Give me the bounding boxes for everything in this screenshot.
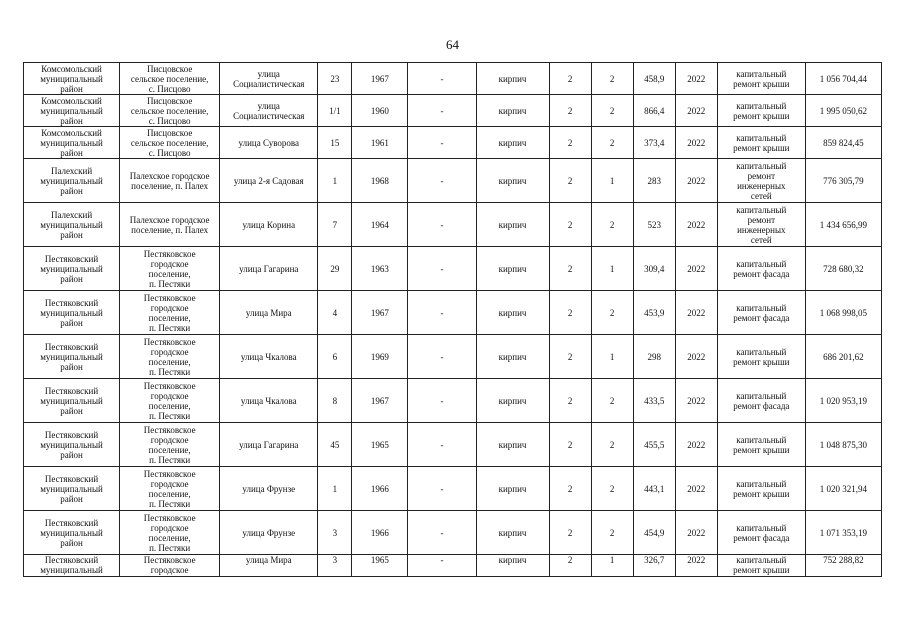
street-cell: улица 2-я Садовая	[220, 159, 318, 203]
area-cell: 453,9	[633, 291, 675, 335]
plan-year-cell: 2022	[675, 335, 717, 379]
page-number: 64	[446, 37, 459, 52]
cost-cell: 1 068 998,05	[805, 291, 881, 335]
area-cell: 298	[633, 335, 675, 379]
work-type-cell: капитальный ремонт фасада	[717, 247, 805, 291]
floors-cell: 2	[549, 247, 591, 291]
floors-cell: 2	[549, 127, 591, 159]
table-row	[24, 127, 882, 159]
dash-cell: -	[408, 467, 476, 511]
year-built-cell: 1969	[352, 335, 408, 379]
entrances-cell: 2	[591, 127, 633, 159]
entrances-cell: 1	[591, 555, 633, 577]
house-number-cell: 3	[318, 511, 352, 555]
cost-cell: 1 434 656,99	[805, 203, 881, 247]
wall-material-cell: кирпич	[476, 291, 549, 335]
dash-cell: -	[408, 423, 476, 467]
floors-cell: 2	[549, 203, 591, 247]
wall-material-cell: кирпич	[476, 159, 549, 203]
plan-year-cell: 2022	[675, 203, 717, 247]
settlement-cell: Пестяковское городское поселение, п. Пестяки	[120, 247, 220, 291]
settlement-cell: Писцовское сельское поселение, с. Писцово	[120, 95, 220, 127]
house-number-cell: 6	[318, 335, 352, 379]
work-type-cell: капитальный ремонт крыши	[717, 423, 805, 467]
table-row	[24, 511, 882, 555]
floors-cell: 2	[549, 423, 591, 467]
work-type-cell: капитальный ремонт крыши	[717, 467, 805, 511]
work-type-cell: капитальный ремонт крыши	[717, 555, 805, 577]
dash-cell: -	[408, 63, 476, 95]
cost-cell: 686 201,62	[805, 335, 881, 379]
plan-year-cell: 2022	[675, 467, 717, 511]
table-body	[24, 63, 882, 577]
year-built-cell: 1961	[352, 127, 408, 159]
work-type-cell: капитальный ремонт фасада	[717, 511, 805, 555]
plan-year-cell: 2022	[675, 159, 717, 203]
year-built-cell: 1967	[352, 291, 408, 335]
settlement-cell: Палехское городское поселение, п. Палех	[120, 159, 220, 203]
house-number-cell: 45	[318, 423, 352, 467]
area-cell: 309,4	[633, 247, 675, 291]
work-type-cell: капитальный ремонт крыши	[717, 95, 805, 127]
floors-cell: 2	[549, 291, 591, 335]
work-type-cell: капитальный ремонт крыши	[717, 335, 805, 379]
dash-cell: -	[408, 203, 476, 247]
entrances-cell: 2	[591, 423, 633, 467]
settlement-cell: Пестяковское городское поселение, п. Пестяки	[120, 291, 220, 335]
house-number-cell: 1	[318, 467, 352, 511]
district-cell: Палехский муниципальный район	[24, 203, 120, 247]
floors-cell: 2	[549, 555, 591, 577]
plan-year-cell: 2022	[675, 291, 717, 335]
dash-cell: -	[408, 247, 476, 291]
wall-material-cell: кирпич	[476, 467, 549, 511]
settlement-cell: Пестяковское городское поселение, п. Пестяки	[120, 511, 220, 555]
plan-year-cell: 2022	[675, 127, 717, 159]
district-cell: Пестяковский муниципальный район	[24, 335, 120, 379]
settlement-cell: Палехское городское поселение, п. Палех	[120, 203, 220, 247]
dash-cell: -	[408, 511, 476, 555]
year-built-cell: 1963	[352, 247, 408, 291]
street-cell: улица Суворова	[220, 127, 318, 159]
house-number-cell: 7	[318, 203, 352, 247]
district-cell: Пестяковский муниципальный	[24, 555, 120, 577]
floors-cell: 2	[549, 63, 591, 95]
settlement-cell: Пестяковское городское поселение, п. Пестяки	[120, 423, 220, 467]
street-cell: улица Фрунзе	[220, 467, 318, 511]
wall-material-cell: кирпич	[476, 335, 549, 379]
district-cell: Пестяковский муниципальный район	[24, 247, 120, 291]
house-number-cell: 1/1	[318, 95, 352, 127]
area-cell: 458,9	[633, 63, 675, 95]
area-cell: 373,4	[633, 127, 675, 159]
floors-cell: 2	[549, 511, 591, 555]
wall-material-cell: кирпич	[476, 555, 549, 577]
settlement-cell: Пестяковское городское поселение, п. Пестяки	[120, 379, 220, 423]
dash-cell: -	[408, 95, 476, 127]
street-cell: улица Социалистическая	[220, 63, 318, 95]
area-cell: 443,1	[633, 467, 675, 511]
street-cell: улица Гагарина	[220, 423, 318, 467]
wall-material-cell: кирпич	[476, 203, 549, 247]
floors-cell: 2	[549, 95, 591, 127]
area-cell: 283	[633, 159, 675, 203]
entrances-cell: 2	[591, 467, 633, 511]
cost-cell: 1 020 321,94	[805, 467, 881, 511]
dash-cell: -	[408, 335, 476, 379]
area-cell: 326,7	[633, 555, 675, 577]
entrances-cell: 2	[591, 291, 633, 335]
year-built-cell: 1960	[352, 95, 408, 127]
table-row	[24, 247, 882, 291]
table-row	[24, 203, 882, 247]
dash-cell: -	[408, 291, 476, 335]
year-built-cell: 1965	[352, 555, 408, 577]
district-cell: Комсомольский муниципальный район	[24, 127, 120, 159]
table-row	[24, 467, 882, 511]
entrances-cell: 2	[591, 63, 633, 95]
settlement-cell: Пестяковское городское поселение, п. Пестяки	[120, 467, 220, 511]
wall-material-cell: кирпич	[476, 63, 549, 95]
table-row	[24, 63, 882, 95]
settlement-cell: Писцовское сельское поселение, с. Писцово	[120, 63, 220, 95]
settlement-cell: Писцовское сельское поселение, с. Писцово	[120, 127, 220, 159]
street-cell: улица Чкалова	[220, 379, 318, 423]
year-built-cell: 1966	[352, 467, 408, 511]
housing-repair-table	[23, 62, 882, 577]
wall-material-cell: кирпич	[476, 247, 549, 291]
area-cell: 433,5	[633, 379, 675, 423]
year-built-cell: 1964	[352, 203, 408, 247]
dash-cell: -	[408, 555, 476, 577]
wall-material-cell: кирпич	[476, 95, 549, 127]
dash-cell: -	[408, 379, 476, 423]
district-cell: Комсомольский муниципальный район	[24, 95, 120, 127]
plan-year-cell: 2022	[675, 423, 717, 467]
settlement-cell: Пестяковское городское поселение, п. Пестяки	[120, 335, 220, 379]
house-number-cell: 29	[318, 247, 352, 291]
entrances-cell: 1	[591, 159, 633, 203]
district-cell: Пестяковский муниципальный район	[24, 423, 120, 467]
work-type-cell: капитальный ремонт инженерных сетей	[717, 159, 805, 203]
plan-year-cell: 2022	[675, 555, 717, 577]
year-built-cell: 1968	[352, 159, 408, 203]
entrances-cell: 1	[591, 247, 633, 291]
wall-material-cell: кирпич	[476, 379, 549, 423]
district-cell: Палехский муниципальный район	[24, 159, 120, 203]
cost-cell: 728 680,32	[805, 247, 881, 291]
cost-cell: 1 056 704,44	[805, 63, 881, 95]
street-cell: улица Фрунзе	[220, 511, 318, 555]
cost-cell: 1 995 050,62	[805, 95, 881, 127]
table-row	[24, 555, 882, 577]
table-row	[24, 291, 882, 335]
district-cell: Комсомольский муниципальный район	[24, 63, 120, 95]
street-cell: улица Гагарина	[220, 247, 318, 291]
plan-year-cell: 2022	[675, 63, 717, 95]
cost-cell: 1 048 875,30	[805, 423, 881, 467]
entrances-cell: 2	[591, 95, 633, 127]
street-cell: улица Мира	[220, 555, 318, 577]
area-cell: 523	[633, 203, 675, 247]
plan-year-cell: 2022	[675, 379, 717, 423]
work-type-cell: капитальный ремонт фасада	[717, 291, 805, 335]
entrances-cell: 2	[591, 511, 633, 555]
street-cell: улица Корина	[220, 203, 318, 247]
table-row	[24, 423, 882, 467]
cost-cell: 1 020 953,19	[805, 379, 881, 423]
table-row	[24, 335, 882, 379]
entrances-cell: 2	[591, 203, 633, 247]
district-cell: Пестяковский муниципальный район	[24, 291, 120, 335]
work-type-cell: капитальный ремонт инженерных сетей	[717, 203, 805, 247]
dash-cell: -	[408, 127, 476, 159]
entrances-cell: 1	[591, 335, 633, 379]
floors-cell: 2	[549, 335, 591, 379]
street-cell: улица Социалистическая	[220, 95, 318, 127]
area-cell: 454,9	[633, 511, 675, 555]
house-number-cell: 23	[318, 63, 352, 95]
year-built-cell: 1966	[352, 511, 408, 555]
floors-cell: 2	[549, 379, 591, 423]
table-row	[24, 159, 882, 203]
plan-year-cell: 2022	[675, 95, 717, 127]
wall-material-cell: кирпич	[476, 423, 549, 467]
work-type-cell: капитальный ремонт фасада	[717, 379, 805, 423]
house-number-cell: 1	[318, 159, 352, 203]
cost-cell: 1 071 353,19	[805, 511, 881, 555]
district-cell: Пестяковский муниципальный район	[24, 467, 120, 511]
house-number-cell: 8	[318, 379, 352, 423]
cost-cell: 776 305,79	[805, 159, 881, 203]
wall-material-cell: кирпич	[476, 127, 549, 159]
street-cell: улица Чкалова	[220, 335, 318, 379]
house-number-cell: 15	[318, 127, 352, 159]
plan-year-cell: 2022	[675, 511, 717, 555]
settlement-cell: Пестяковское городское	[120, 555, 220, 577]
street-cell: улица Мира	[220, 291, 318, 335]
floors-cell: 2	[549, 467, 591, 511]
cost-cell: 752 288,82	[805, 555, 881, 577]
plan-year-cell: 2022	[675, 247, 717, 291]
year-built-cell: 1965	[352, 423, 408, 467]
area-cell: 455,5	[633, 423, 675, 467]
table-row	[24, 95, 882, 127]
house-number-cell: 3	[318, 555, 352, 577]
wall-material-cell: кирпич	[476, 511, 549, 555]
house-number-cell: 4	[318, 291, 352, 335]
floors-cell: 2	[549, 159, 591, 203]
year-built-cell: 1967	[352, 379, 408, 423]
district-cell: Пестяковский муниципальный район	[24, 379, 120, 423]
year-built-cell: 1967	[352, 63, 408, 95]
work-type-cell: капитальный ремонт крыши	[717, 63, 805, 95]
work-type-cell: капитальный ремонт крыши	[717, 127, 805, 159]
entrances-cell: 2	[591, 379, 633, 423]
table-row	[24, 379, 882, 423]
dash-cell: -	[408, 159, 476, 203]
area-cell: 866,4	[633, 95, 675, 127]
district-cell: Пестяковский муниципальный район	[24, 511, 120, 555]
cost-cell: 859 824,45	[805, 127, 881, 159]
